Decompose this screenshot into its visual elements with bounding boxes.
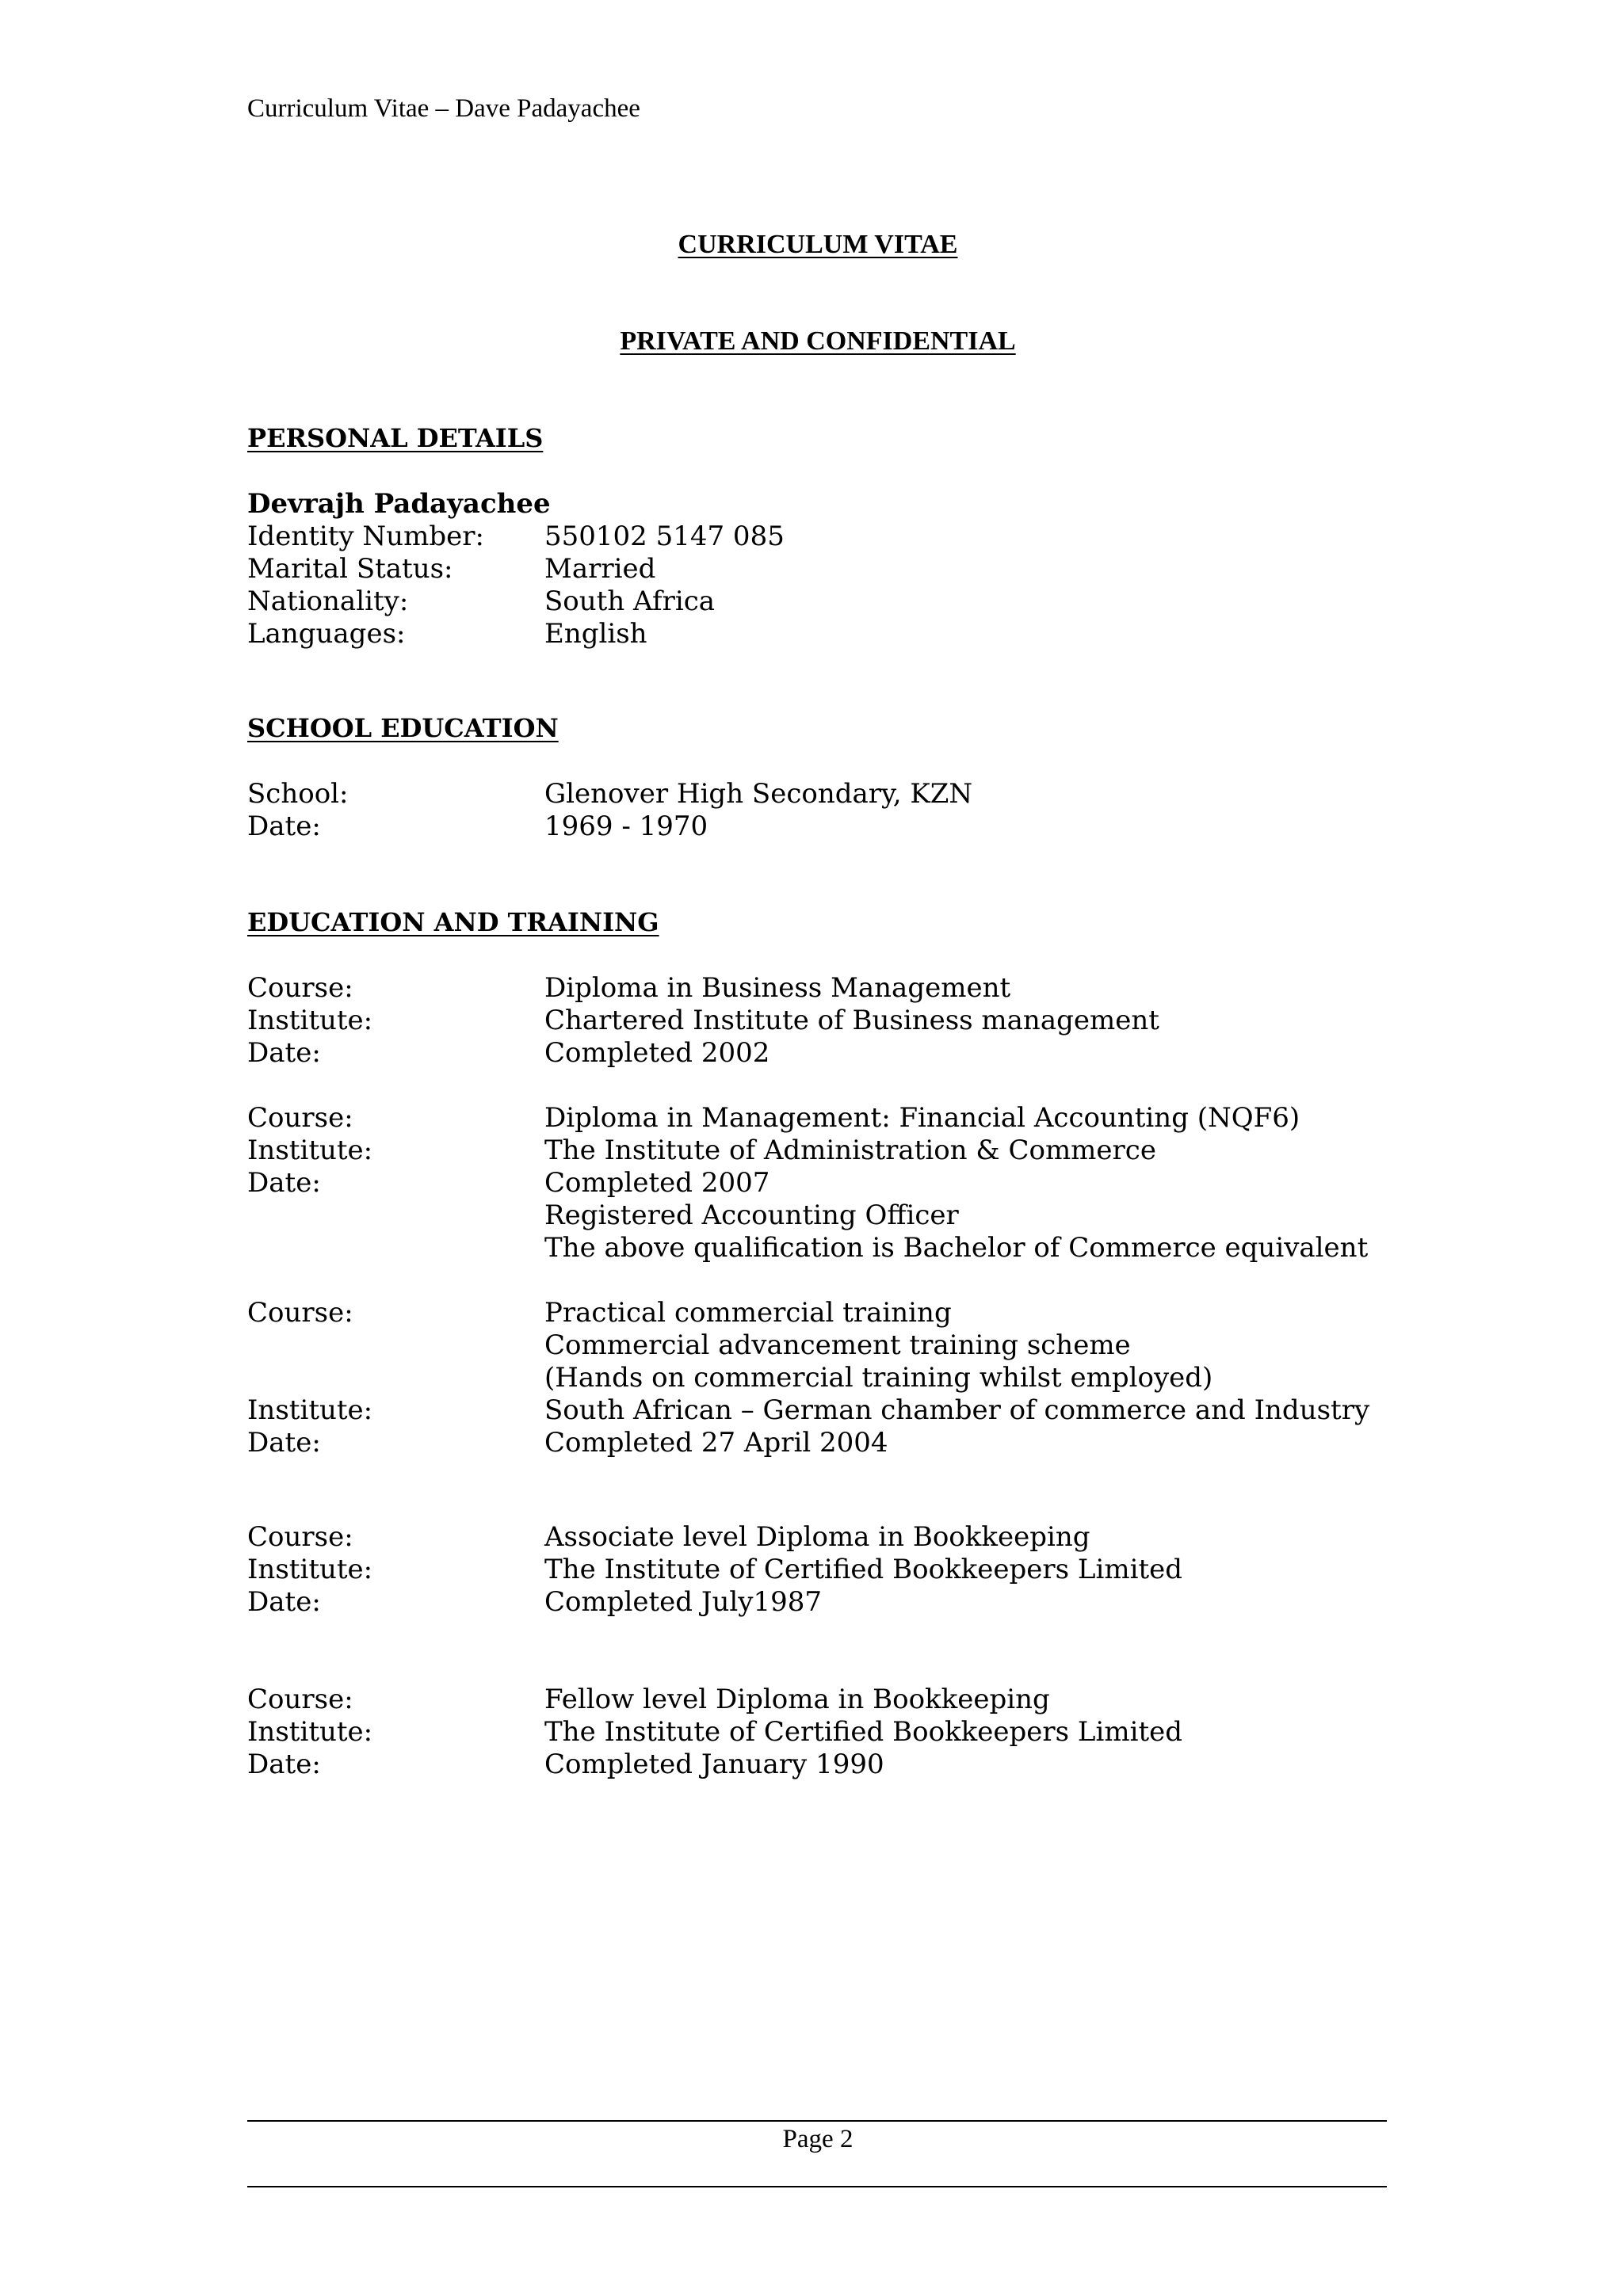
detail-row	[247, 553, 1396, 585]
detail-value: 550102 5147 085	[544, 521, 785, 552]
detail-label: Languages:	[247, 618, 406, 650]
detail-value: South African – German chamber of commerce and Industry	[544, 1394, 1370, 1426]
detail-label: Institute:	[247, 1554, 373, 1585]
detail-label: Identity Number:	[247, 521, 484, 552]
detail-label	[247, 1232, 544, 1264]
detail-row	[247, 585, 1396, 618]
detail-value: Completed July1987	[544, 1586, 822, 1618]
detail-label: Institute:	[247, 1135, 373, 1166]
detail-label: Institute:	[247, 1716, 373, 1748]
personal-details-list	[247, 521, 1396, 650]
detail-label: Nationality:	[247, 585, 409, 617]
course-entry	[247, 1521, 1396, 1619]
detail-row	[247, 1394, 1396, 1427]
detail-row	[247, 972, 1396, 1005]
detail-label: Date:	[247, 1037, 321, 1069]
detail-label: Institute:	[247, 1005, 373, 1036]
detail-row	[247, 1199, 1396, 1232]
detail-row	[247, 778, 1396, 810]
detail-label: Course:	[247, 1684, 353, 1715]
detail-row	[247, 1362, 1396, 1394]
detail-value: Practical commercial training	[544, 1297, 952, 1329]
detail-label: Date:	[247, 1167, 321, 1199]
detail-label: Course:	[247, 1102, 353, 1134]
detail-label: Institute:	[247, 1394, 373, 1426]
detail-value: Associate level Diploma in Bookkeeping	[544, 1521, 1090, 1553]
detail-value: Fellow level Diploma in Bookkeeping	[544, 1684, 1050, 1715]
running-header: Curriculum Vitae – Dave Padayachee	[247, 94, 640, 123]
detail-row	[247, 1329, 1396, 1362]
detail-value: South Africa	[544, 585, 716, 617]
detail-label: Date:	[247, 1427, 321, 1459]
detail-row	[247, 1521, 1396, 1554]
detail-label: School:	[247, 778, 349, 810]
detail-value: Completed 27 April 2004	[544, 1427, 888, 1459]
detail-label	[247, 1199, 544, 1232]
section-heading-school-education: SCHOOL EDUCATION	[247, 713, 559, 743]
section-heading-personal-details: PERSONAL DETAILS	[247, 423, 544, 453]
detail-row	[247, 1586, 1396, 1619]
course-entry	[247, 972, 1396, 1070]
detail-value: Commercial advancement training scheme	[544, 1329, 1131, 1361]
detail-row	[247, 1427, 1396, 1459]
detail-label: Course:	[247, 1297, 353, 1329]
course-entry	[247, 1102, 1396, 1264]
detail-label	[247, 1329, 544, 1362]
detail-row	[247, 1684, 1396, 1716]
detail-label: Date:	[247, 1749, 321, 1780]
detail-row	[247, 1554, 1396, 1586]
detail-label: Course:	[247, 972, 353, 1004]
detail-row	[247, 1716, 1396, 1749]
detail-label: Date:	[247, 1586, 321, 1618]
detail-value: Completed January 1990	[544, 1749, 884, 1780]
detail-value: (Hands on commercial training whilst employed)	[544, 1362, 1213, 1394]
detail-value: Completed 2007	[544, 1167, 770, 1199]
detail-value: Chartered Institute of Business management	[544, 1005, 1159, 1036]
detail-value: The Institute of Certified Bookkeepers Limited	[544, 1554, 1183, 1585]
page-number: Page 2	[782, 2125, 854, 2153]
document-title: CURRICULUM VITAE	[678, 230, 958, 259]
detail-label	[247, 1362, 544, 1394]
detail-value: Diploma in Management: Financial Accounting (NQF6)	[544, 1102, 1300, 1134]
detail-row	[247, 810, 1396, 843]
confidentiality-notice: PRIVATE AND CONFIDENTIAL	[620, 326, 1016, 356]
detail-label: Date:	[247, 810, 321, 842]
course-entry	[247, 1297, 1396, 1459]
detail-row	[247, 521, 1396, 553]
detail-row	[247, 1297, 1396, 1329]
detail-row	[247, 1037, 1396, 1070]
detail-value: Completed 2002	[544, 1037, 770, 1069]
detail-row	[247, 1135, 1396, 1167]
detail-row	[247, 1102, 1396, 1135]
detail-row	[247, 1232, 1396, 1264]
detail-value: The Institute of Administration & Commerce	[544, 1135, 1156, 1166]
detail-value: The above qualification is Bachelor of Commerce equivalent	[544, 1232, 1369, 1264]
detail-value: Glenover High Secondary, KZN	[544, 778, 973, 810]
footer-rule-top	[247, 2120, 1387, 2122]
detail-value: The Institute of Certified Bookkeepers Limited	[544, 1716, 1183, 1748]
detail-value: English	[544, 618, 647, 650]
detail-value: 1969 - 1970	[544, 810, 708, 842]
candidate-name: Devrajh Padayachee	[247, 488, 551, 520]
school-education-list	[247, 778, 1396, 843]
detail-row	[247, 1749, 1396, 1781]
section-heading-education-training: EDUCATION AND TRAINING	[247, 907, 659, 937]
detail-row	[247, 1167, 1396, 1199]
detail-label: Course:	[247, 1521, 353, 1553]
detail-row	[247, 1005, 1396, 1037]
detail-row	[247, 618, 1396, 650]
detail-value: Married	[544, 553, 656, 585]
course-entry	[247, 1684, 1396, 1781]
detail-value: Registered Accounting Officer	[544, 1199, 959, 1231]
footer-rule-bottom	[247, 2186, 1387, 2187]
detail-value: Diploma in Business Management	[544, 972, 1011, 1004]
detail-label: Marital Status:	[247, 553, 453, 585]
